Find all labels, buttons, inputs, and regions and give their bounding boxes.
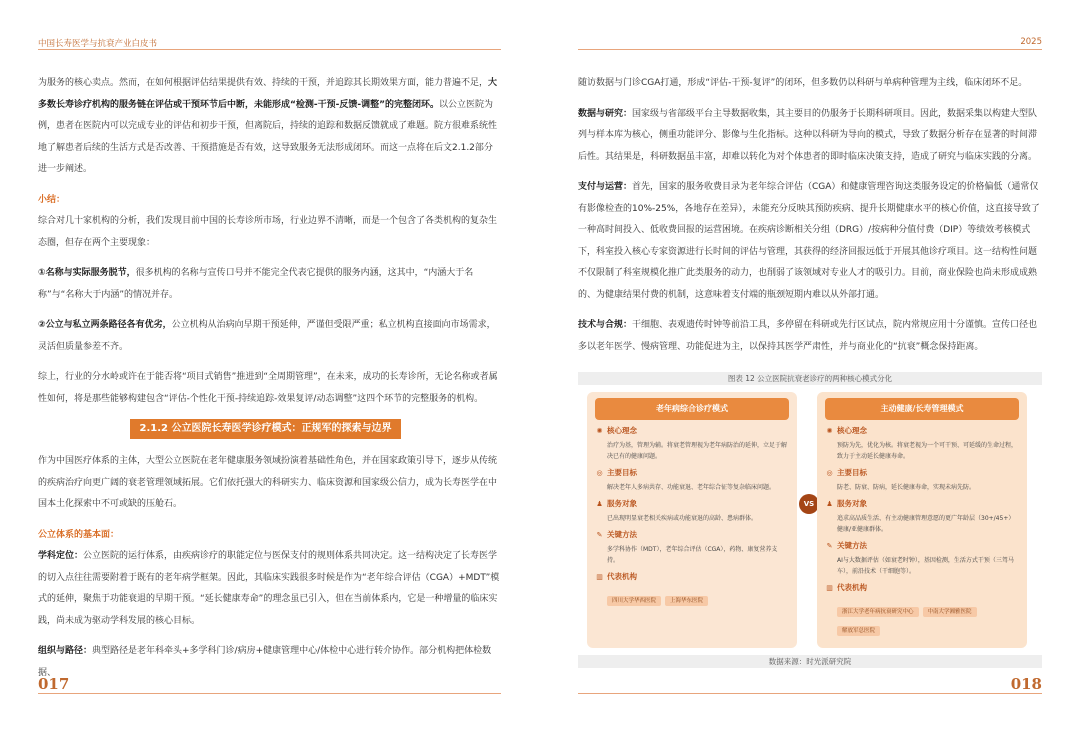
lightbulb-icon: ✺ xyxy=(826,427,833,435)
target-icon: ◎ xyxy=(826,469,833,477)
summary-text: 综合对几十家机构的分析，我们发现目前中国的长寿诊所市场，行业边界不清晰，而是一个包含了各类机构的复杂生态圈，但存在两个主要现象： xyxy=(38,216,498,248)
panel-block xyxy=(595,425,789,462)
paragraph-payment-operation: 支付与运营：首先，国家的服务收费目录为老年综合评估（CGA）和健康管理咨询这类服务设定的价格偏低（通常仅有影像检查的10%-25%，各地存在差异），未能充分反映其预防疾病、提升长期健康水平的核心价值，这直接导致了一种高时间投入、低收费回报的运营困境。在疾病诊断相关分组（DRG）/按病种分值付费（DIP）等绩效考核模式下，科室投入核心专家资源进行长时间的评估与管理，其获得的经济回报远低于开展其他诊疗项目。这一结构性问题不仅限制了科室规模化推广此类服务的动力，也削弱了该领域对专业人才的吸引力。目前，商业保险也尚未形成成熟的、为健康结果付费的机制，这意味着支付端的瓶颈短期内难以从外部打通。 xyxy=(578,182,1040,300)
panel-blocks xyxy=(595,425,789,566)
panel-title: 主动健康/长寿管理模式 xyxy=(825,398,1019,420)
institution-tags xyxy=(595,583,789,606)
paragraph-organization-path: 组织与路径：典型路径是老年科牵头+多学科门诊/病房+健康管理中心/体检中心进行转介协作。部分机构把体检数据、 xyxy=(38,646,492,678)
panel-block xyxy=(825,425,1019,462)
block-text: 治疗为基，管理为辅。将衰老管理视为老年病防治的延伸，立足于解决已有的健康问题。 xyxy=(607,442,788,460)
block-title: 主要目标 xyxy=(607,468,637,477)
people-icon: ♟ xyxy=(596,500,603,508)
institutions-block: ▥ 代表机构 浙江大学老年病抗衰研究中心 中南大学湘雅医院解放军总医院 xyxy=(825,582,1019,636)
block-text: 预防为先，优化为核。将衰老视为一个可干预、可延缓的生命过程，致力于主动延长健康寿命。 xyxy=(837,442,1018,460)
institution-tag: 浙江大学老年病抗衰研究中心 xyxy=(837,607,919,617)
figure-title: 图表 12 公立医院抗衰老诊疗的两种核心模式分化 xyxy=(578,372,1042,385)
panel-block xyxy=(825,498,1019,535)
institutions-block: ▥ 代表机构 四川大学华西医院 上海华东医院 xyxy=(595,571,789,606)
panel-block xyxy=(825,540,1019,577)
panel-title: 老年病综合诊疗模式 xyxy=(595,398,789,420)
vs-badge: VS xyxy=(799,494,819,514)
block-text: 多学科协作（MDT），老年综合评估（CGA），药物、康复营养支持。 xyxy=(607,546,778,564)
basics-heading: 公立体系的基本面： xyxy=(38,529,120,540)
paragraph-continuation: 随访数据与门诊CGA打通，形成“评估-干预-复评”的闭环，但多数仍以科研与单病种管理为主线，临床闭环不足。 xyxy=(578,78,1028,88)
people-icon: ♟ xyxy=(826,500,833,508)
header-title: 中国长寿医学与抗衰产业白皮书 xyxy=(38,39,158,49)
conclusion-text: 综上，行业的分水岭或许在于能否将“项目式销售”推进到“全周期管理”，在未来，成功的长寿诊所，无论名称或者属性如何，将是那些能够构建包含“评估-个性化干预-持续追踪-效果复评/动态调整”这四个环节的完整服务的机构。 xyxy=(38,372,498,404)
block-title: 核心理念 xyxy=(607,426,637,435)
figure-source: 数据来源：时光派研究院 xyxy=(578,655,1042,668)
paragraph-data-research: 数据与研究：国家级与省部级平台主导数据收集，其主要目的仍服务于长期科研项目。因此，数据采集以构建大型队列与样本库为核心，侧重功能评分、影像与生化指标。这种以科研为导向的模式，导致了数据分析存在显著的时间滞后性。其结果是，科研数据虽丰富，却难以转化为对个体患者的即时临床决策支持，造成了研究与临床实践的分离。 xyxy=(578,108,1038,162)
block-text: 已出现明显衰老相关疾病或功能衰退的高龄、患病群体。 xyxy=(607,515,758,522)
block-title: 服务对象 xyxy=(837,499,867,508)
right-page-body xyxy=(578,73,1042,367)
block-text: 追求高品质生活、有主动健康管理意愿的更广年龄层（30+/45+）健康/亚健康群体。 xyxy=(837,515,1015,533)
page-number-left: 017 xyxy=(38,675,70,693)
wrench-icon: ✎ xyxy=(596,531,603,539)
header-year: 2025 xyxy=(1020,37,1042,47)
page-number-right: 018 xyxy=(1010,675,1042,693)
paragraph-evaluation-gap: 为服务的核心卖点。然而，在如何根据评估结果提供有效、持续的干预，并追踪其长期效果方面，能力普遍不足，大多数长寿诊疗机构的服务链在评估或干预环节后中断，未能形成“检测-干预-反馈-调整”的完整闭环。以公立医院为例，患者在医院内可以完成专业的评估和初步干预，但离院后，持续的追踪和数据反馈就成了难题。院方很难系统性地了解患者后续的生活方式是否改善、干预措施是否有效，这导致服务无法形成闭环。而这一点将在后文2.1.2部分进一步阐述。 xyxy=(38,78,498,174)
building-icon: ▥ xyxy=(826,584,833,592)
block-text: AI与大数据评估（如衰老时钟），基因检测，生活方式干预（三驾马车），前沿技术（干细胞等）。 xyxy=(837,557,1014,575)
institution-tag: 解放军总医院 xyxy=(837,626,880,636)
footer-rule-left xyxy=(38,693,501,694)
block-text: 解决老年人多病共存、功能衰退、老年综合征等复杂临床问题。 xyxy=(607,484,776,491)
paragraph-discipline-positioning: 学科定位：公立医院的运行体系，由疾病诊疗的职能定位与医保支付的规则体系共同决定。这一结构决定了长寿医学的切入点往往需要附着于既有的老年病学框架。因此，其临床实践很多时候是作为“老年综合评估（CGA）+MDT”模式的延伸，聚焦于功能衰退的早期干预。“延长健康寿命”的理念虽已引入，但在当前体系内，它是一种增量的临床实践，尚未成为驱动学科发展的核心目标。 xyxy=(38,551,500,626)
panel-block xyxy=(595,498,789,524)
target-icon: ◎ xyxy=(596,469,603,477)
panel-block xyxy=(825,467,1019,493)
building-icon: ▥ xyxy=(596,573,603,581)
left-page-body xyxy=(38,73,501,693)
summary-point-2: ②公立与私立两条路径各有优劣，公立机构从治病向早期干预延伸，严谨但受限严重；私立机构直接面向市场需求，灵活但质量参差不齐。 xyxy=(38,320,496,352)
summary-heading: 小结： xyxy=(38,194,66,205)
section-title-banner: 2.1.2 公立医院长寿医学诊疗模式：正规军的探索与边界 xyxy=(130,419,401,439)
block-title: 核心理念 xyxy=(837,426,867,435)
section-intro: 作为中国医疗体系的主体，大型公立医院在老年健康服务领域扮演着基础性角色，并在国家政策引导下，逐步从传统的疾病治疗向更广阔的衰老管理领域拓展。它们依托强大的科研实力、临床资源和国家级公信力，成为长寿医学在中国本土化探索中不可或缺的压舱石。 xyxy=(38,456,498,509)
panel-block xyxy=(595,467,789,493)
paragraph-tech-compliance: 技术与合规：干细胞、表观遗传时钟等前沿工具，多停留在科研或先行区试点，院内常规应用十分谨慎。宣传口径也多以老年医学、慢病管理、功能促进为主，以保持其医学严肃性，并与商业化的“抗衰”概念保持距离。 xyxy=(578,320,1038,352)
panel-block xyxy=(595,529,789,566)
summary-point-1: ①名称与实际服务脱节，很多机构的名称与宣传口号并不能完全代表它提供的服务内涵，这其中，“内涵大于名称”与“名称大于内涵”的情况并存。 xyxy=(38,268,474,300)
header-rule-right xyxy=(578,49,1042,50)
block-title: 服务对象 xyxy=(607,499,637,508)
panel-blocks xyxy=(825,425,1019,577)
institution-tag: 中南大学湘雅医院 xyxy=(923,607,977,617)
lightbulb-icon: ✺ xyxy=(596,427,603,435)
panel-geriatric-model xyxy=(587,392,797,648)
wrench-icon: ✎ xyxy=(826,542,833,550)
block-text: 防老、防衰、防病，延长健康寿命，实现未病先防。 xyxy=(837,484,976,491)
figure-12 xyxy=(578,372,1042,668)
institution-tag: 上海华东医院 xyxy=(665,596,708,606)
panel-active-health-model xyxy=(817,392,1027,648)
block-title: 主要目标 xyxy=(837,468,867,477)
footer-rule-right xyxy=(578,693,1042,694)
institution-tags xyxy=(825,594,1019,636)
header-rule-left xyxy=(38,49,501,50)
block-title: 关键方法 xyxy=(837,541,867,550)
institution-tag: 四川大学华西医院 xyxy=(607,596,661,606)
figure-body xyxy=(578,392,1042,655)
block-title: 关键方法 xyxy=(607,530,637,539)
